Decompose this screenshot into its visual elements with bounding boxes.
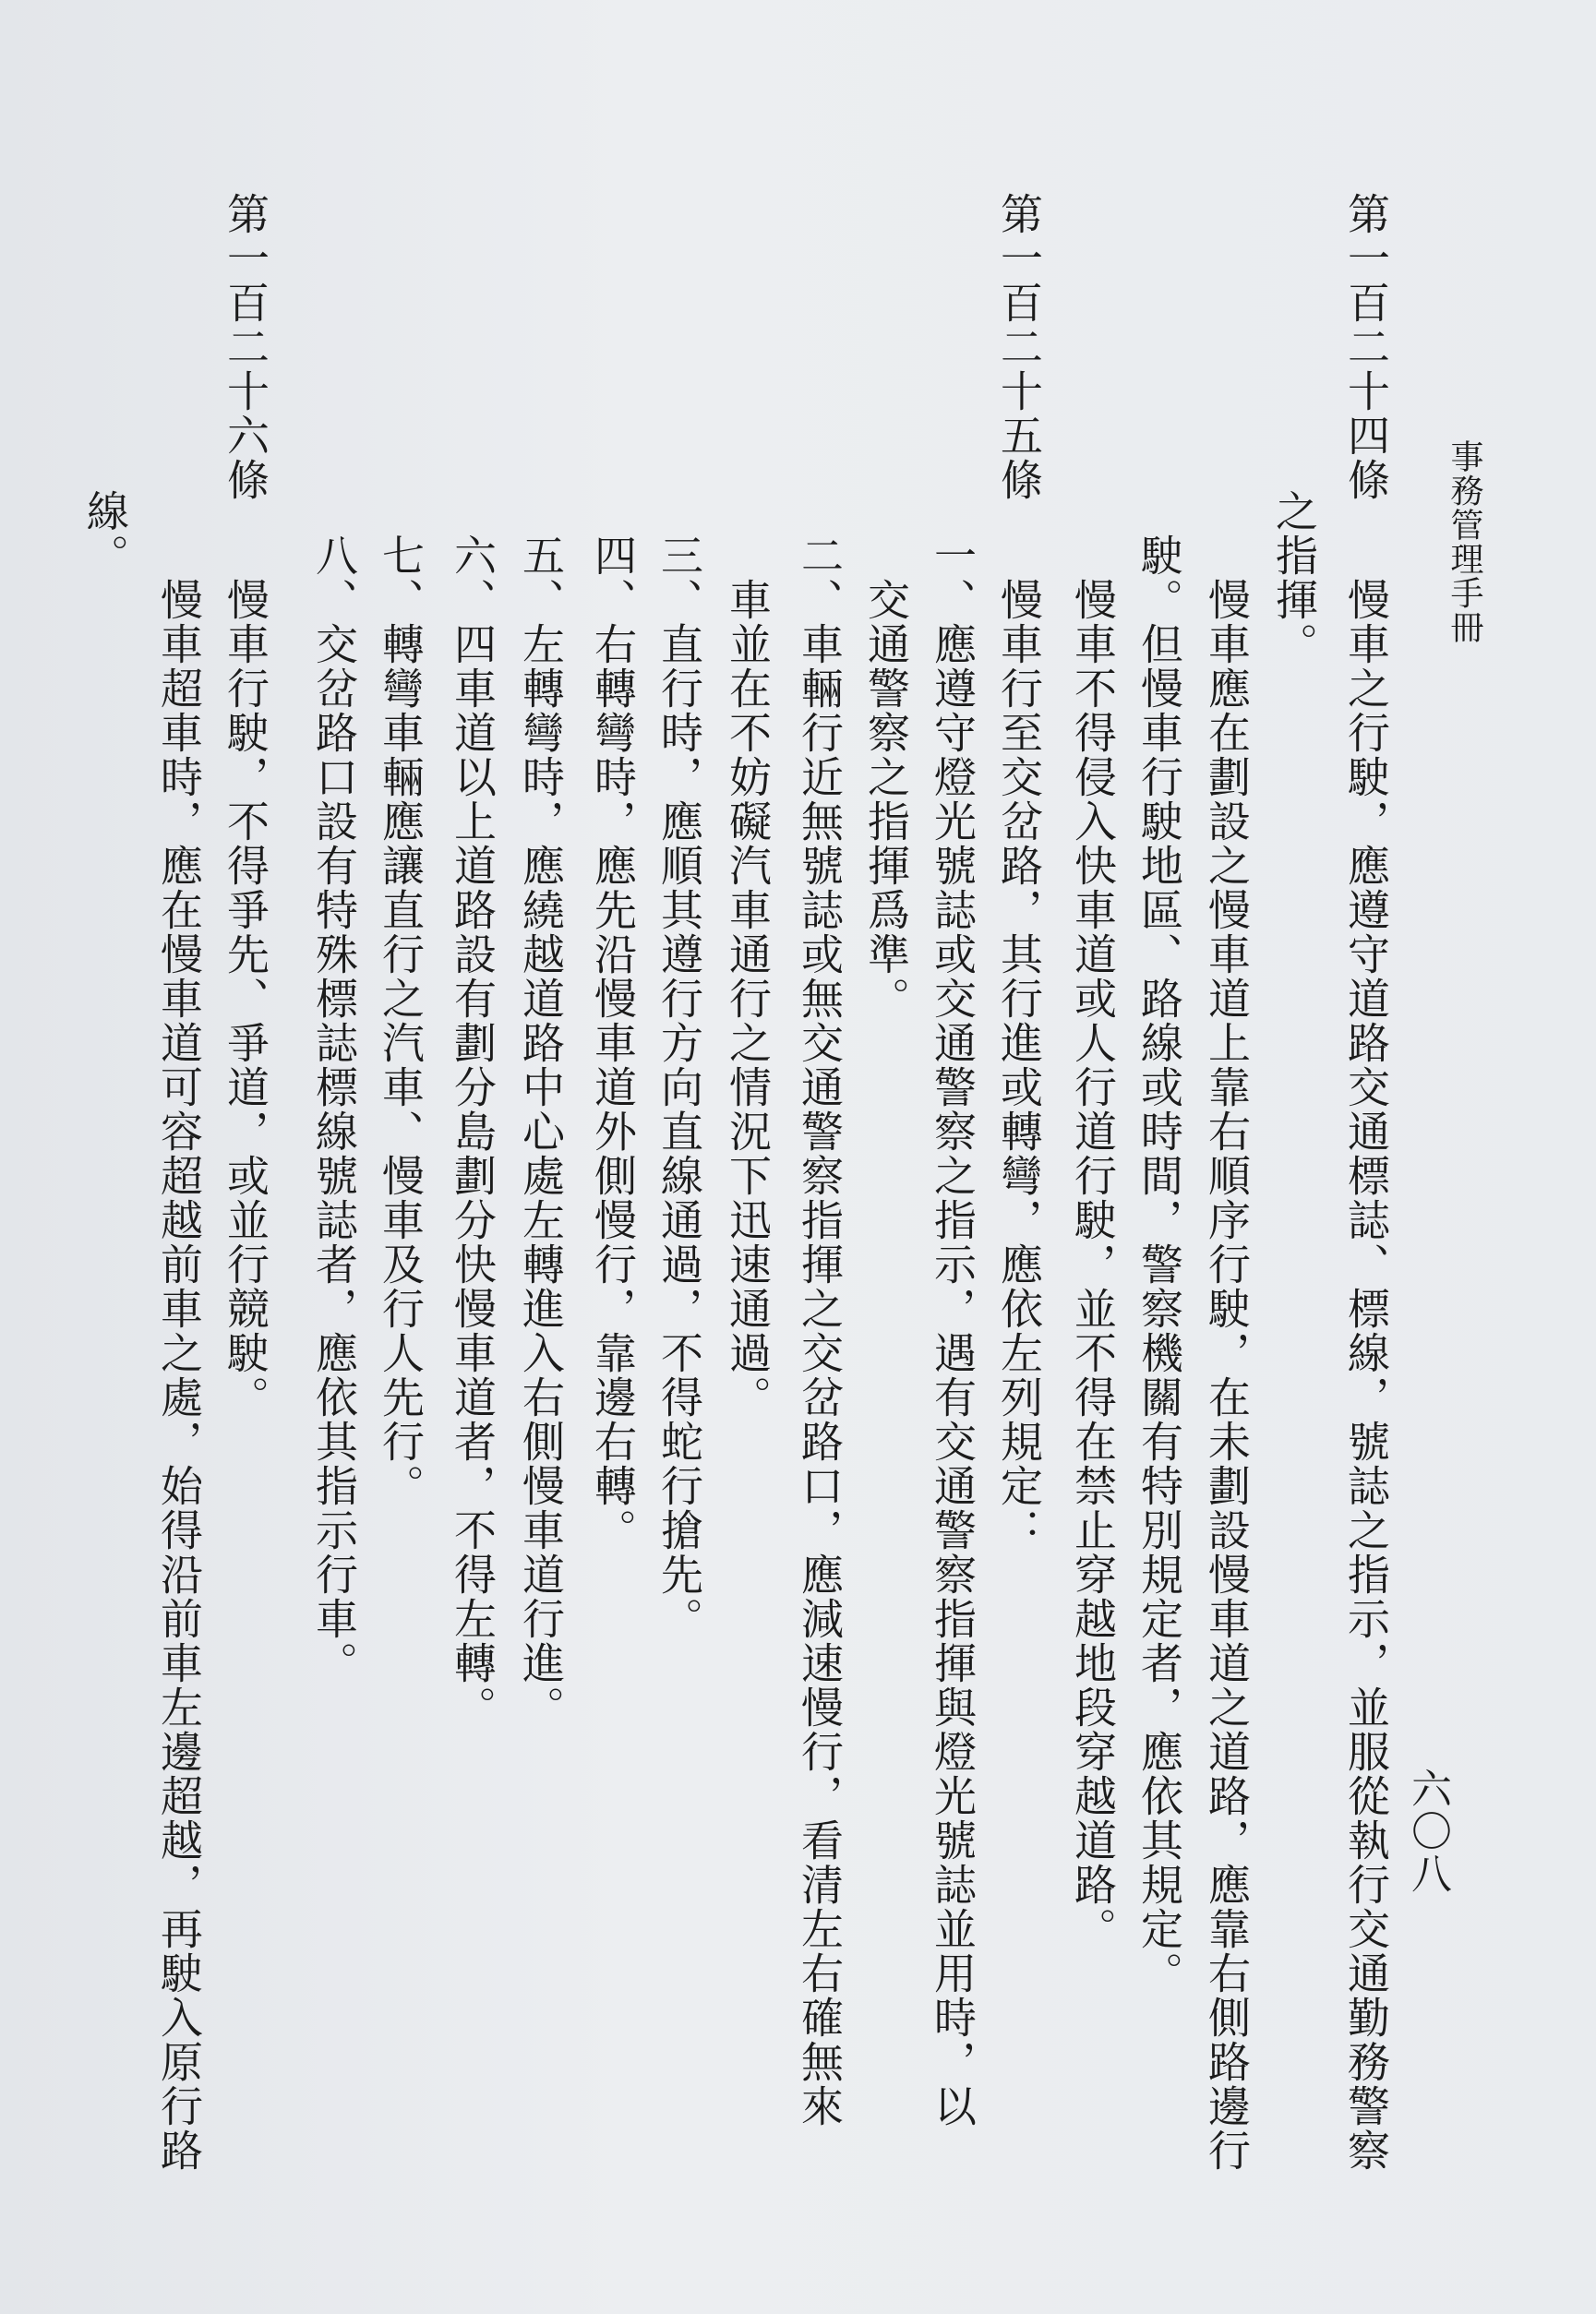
- list-item: 五、左轉彎時，應繞越道路中心處左轉進入右側慢車道行進。: [516, 534, 566, 1730]
- article-label: 第一百二十四條: [1341, 192, 1391, 502]
- text-line: 駛。但慢車行駛地區、路線或時間，警察機關有特別規定者，應依其規定。: [1134, 534, 1184, 1996]
- text-line: 慢車不得侵入快車道或人行道行駛，並不得在禁止穿越地段穿越道路。: [1068, 578, 1118, 1951]
- text-line: 慢車應在劃設之慢車道上靠右順序行駛，在未劃設慢車道之道路，應靠右側路邊行: [1202, 578, 1252, 2173]
- list-item: 四、右轉彎時，應先沿慢車道外側慢行，靠邊右轉。: [588, 534, 638, 1553]
- text-line: 慢車之行駛，應遵守道路交通標誌、標線，號誌之指示，並服從執行交通勤務警察: [1341, 578, 1391, 2173]
- article-label: 第一百二十六條: [221, 192, 270, 502]
- running-header: 事務管理手冊: [1446, 439, 1483, 644]
- list-item: 八、交岔路口設有特殊標誌標線號誌者，應依其指示行車。: [309, 534, 359, 1685]
- page-number: 六〇八: [1404, 1768, 1451, 1895]
- text-line: 交通警察之指揮爲準。: [861, 578, 911, 1021]
- text-line: 慢車行駛，不得爭先、爭道，或並行競駛。: [221, 578, 270, 1420]
- list-item: 三、直行時，應順其遵行方向直線通過，不得蛇行搶先。: [654, 534, 704, 1641]
- text-line: 慢車行至交岔路，其行進或轉彎，應依左列規定：: [994, 578, 1044, 1553]
- text-line: 線。: [80, 489, 130, 578]
- list-item: 一、應遵守燈光號誌或交通警察之指示，遇有交通警察指揮與燈光號誌並用時，以: [928, 534, 978, 2128]
- article-label: 第一百二十五條: [994, 192, 1044, 502]
- list-item: 二、車輛行近無號誌或無交通警察指揮之交岔路口，應減速慢行，看清左右確無來: [795, 534, 845, 2128]
- text-line: 車並在不妨礙汽車通行之情況下迅速通過。: [723, 578, 773, 1420]
- list-item: 七、轉彎車輛應讓直行之汽車、慢車及行人先行。: [376, 534, 426, 1508]
- text-line: 慢車超車時，應在慢車道可容超越前車之處，始得沿前車左邊超越，再駛入原行路: [154, 578, 204, 2173]
- text-line: 之指揮。: [1269, 489, 1319, 666]
- list-item: 六、四車道以上道路設有劃分島劃分快慢車道者，不得左轉。: [448, 534, 498, 1730]
